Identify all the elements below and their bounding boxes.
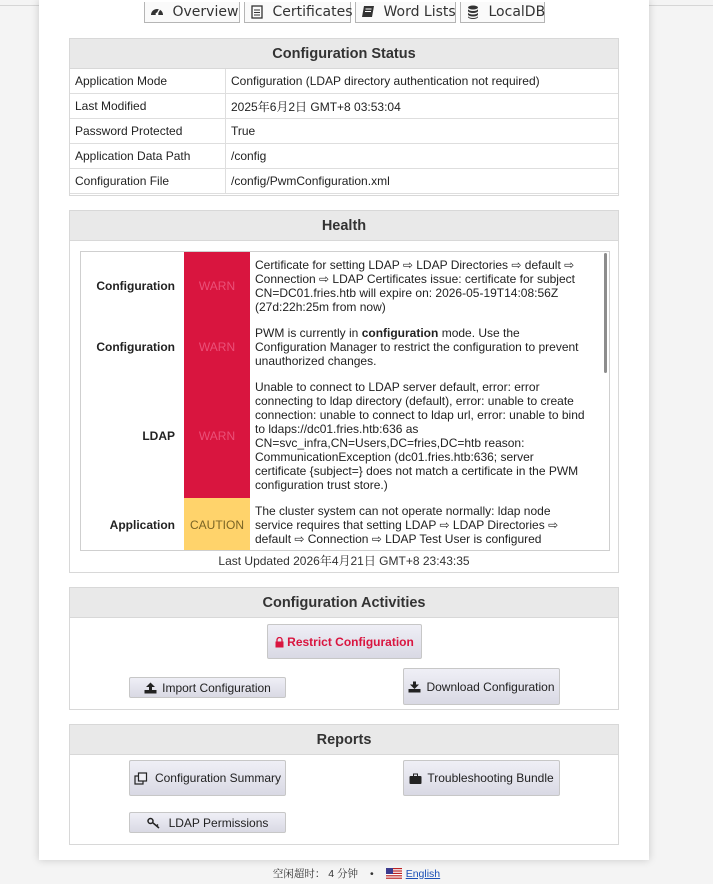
health-table (81, 252, 596, 551)
table-row (70, 144, 618, 169)
row-value: /config (226, 144, 619, 169)
footer (0, 866, 713, 881)
tab-label: Overview (172, 4, 239, 20)
button-label: Troubleshooting Bundle (427, 771, 554, 785)
tab-word-lists[interactable] (355, 2, 456, 23)
health-row (81, 252, 596, 320)
configuration-summary-button[interactable] (129, 760, 286, 796)
health-topic: LDAP (142, 429, 175, 443)
tab-label: Certificates (272, 4, 353, 20)
database-icon (466, 5, 480, 19)
health-detail: Certificate for setting LDAP ⇨ LDAP Directories ⇨ default ⇨ Connection ⇨ LDAP Certificates issue: certificate for subject CN=DC01.fries.htb will expire on: 2026-05-19T14:08:56Z (27d:22h:25m from now) (255, 258, 575, 314)
row-value: True (226, 119, 619, 144)
row-label: Application Mode (70, 69, 226, 94)
restrict-configuration-button[interactable] (267, 624, 422, 659)
status-badge: CAUTION (184, 498, 250, 551)
tab-overview[interactable] (144, 2, 240, 23)
health-topic: Configuration (96, 340, 175, 354)
tab-certificates[interactable] (244, 2, 351, 23)
detail-bold: configuration (361, 326, 439, 340)
idle-timeout: 空闲超时： 4 分钟 (272, 868, 359, 880)
section-title: Health (70, 211, 618, 241)
dashboard-icon (150, 5, 164, 19)
troubleshooting-bundle-button[interactable] (403, 760, 560, 796)
health-record-list[interactable] (80, 251, 610, 551)
health-row (81, 498, 596, 551)
section-title: Configuration Activities (70, 588, 618, 618)
health-detail: Unable to connect to LDAP server default, error: error connecting to ldap directory (default), error: unable to create connection: unable to connect to ldap url, error: unable to bind to ldaps://dc01.fries.htb:636 as CN=svc_infra,CN=Users,DC=fries,DC=htb reason: CommunicationException (dc01.fries.htb:636; server certificate {subject=} does not match a certificate in the PWM configuration trust store.) (255, 380, 585, 492)
table-row (70, 119, 618, 144)
health-row (81, 374, 596, 498)
ldap-permissions-button[interactable] (129, 812, 286, 833)
row-value: 2025年6月2日 GMT+8 03:53:04 (226, 94, 619, 119)
status-badge: WARN (184, 320, 250, 374)
import-configuration-button[interactable] (129, 677, 286, 698)
tab-localdb[interactable] (460, 2, 545, 23)
page-container (39, 0, 649, 860)
reports-section (69, 724, 619, 845)
config-status-section (69, 38, 619, 196)
nav-tabs (39, 2, 649, 23)
table-row (70, 94, 618, 119)
document-icon (250, 5, 264, 19)
section-title: Reports (70, 725, 618, 755)
book-icon (361, 5, 375, 19)
tab-label: Word Lists (383, 4, 456, 20)
button-label: Restrict Configuration (287, 634, 414, 649)
row-label: Application Data Path (70, 144, 226, 169)
detail-text: PWM is currently in (255, 326, 362, 340)
status-badge: WARN (184, 252, 250, 320)
tab-label: LocalDB (488, 4, 546, 20)
button-label: LDAP Permissions (168, 815, 269, 830)
config-status-table (70, 69, 618, 194)
health-section (69, 210, 619, 573)
lock-icon (275, 637, 284, 648)
briefcase-icon (409, 773, 422, 785)
detail-text: mode. Use the Configuration Manager to restrict the configuration to prevent unauthorized changes. (255, 326, 579, 368)
copy-icon (134, 772, 148, 785)
download-configuration-button[interactable] (403, 668, 560, 705)
language-selector[interactable] (386, 868, 440, 880)
button-label: Download Configuration (426, 679, 555, 694)
button-label: Import Configuration (162, 680, 271, 695)
activities-section (69, 587, 619, 710)
table-row (70, 169, 618, 194)
row-label: Last Modified (70, 94, 226, 119)
button-label: Configuration Summary (154, 770, 282, 785)
health-topic: Configuration (96, 279, 175, 293)
us-flag-icon (386, 868, 402, 879)
health-detail: The cluster system can not operate normally: ldap node service requires that setting LDAP ⇨ LDAP Directories ⇨ default ⇨ Connection ⇨ LDAP Test User is configured (255, 504, 559, 546)
last-updated: Last Updated 2026年4月21日 GMT+8 23:43:35 (218, 554, 470, 568)
row-label: Configuration File (70, 169, 226, 194)
row-label: Password Protected (70, 119, 226, 144)
upload-icon (144, 682, 157, 694)
section-title: Configuration Status (70, 39, 618, 69)
key-icon (147, 817, 161, 829)
health-row (81, 320, 596, 374)
status-badge: WARN (184, 374, 250, 498)
health-topic: Application (109, 518, 175, 532)
health-detail (250, 320, 596, 374)
row-value: Configuration (LDAP directory authentication not required) (226, 69, 619, 94)
row-value: /config/PwmConfiguration.xml (226, 169, 619, 194)
download-icon (408, 681, 421, 693)
footer-separator: • (370, 867, 374, 880)
table-row (70, 69, 618, 94)
scrollbar[interactable] (604, 253, 607, 373)
language-label: English (405, 867, 441, 880)
